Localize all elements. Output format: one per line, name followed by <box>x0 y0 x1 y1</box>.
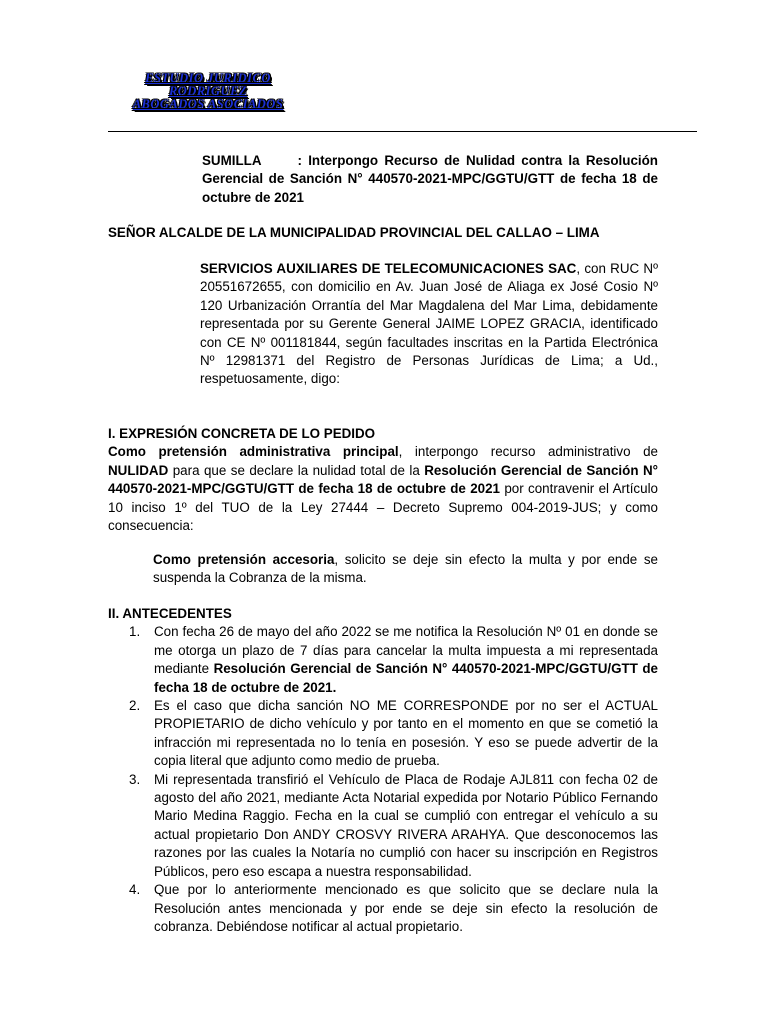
list-item <box>129 771 658 881</box>
main-claim-text-3: por contravenir el Artículo 10 inciso 1º del TUO de la Ley 27444 – Decreto Supremo 004-2019-JUS; y como consecuencia: <box>108 481 658 534</box>
sumilla-label: SUMILLA <box>202 153 262 168</box>
list-item-text: Mi representada transfirió el Vehículo de Placa de Rodaje AJL811 con fecha 02 de agosto del año 2021, mediante Acta Notarial expedida por Notario Público Fernando Mario Medina Raggio. Fecha en la cual se cumplió con entregar el vehículo a su actual propietario Don ANDY CROSVY RIVERA ARAHYA. Que desconocemos las razones por las cuales la Notaría no cumplió con hacer su inscripción en Registros Públicos, pero eso escapa a nuestra responsabilidad. <box>154 771 658 879</box>
list-item <box>129 881 658 936</box>
logo-line-2: RODRIGUEZ <box>168 84 248 98</box>
list-number: 4. <box>129 882 141 898</box>
list-item-bold: Resolución Gerencial de Sanción N° 440570-2021-MPC/GGTU/GTT de fecha 18 de octubre de 2021. <box>154 661 658 695</box>
list-number: 1. <box>129 624 141 640</box>
main-claim-label: Como pretensión administrativa principal <box>108 444 399 460</box>
logo-line-1: ESTUDIO JURIDICO <box>145 71 271 85</box>
section-petition <box>108 425 658 535</box>
firm-logo <box>108 72 308 111</box>
list-item <box>129 623 658 697</box>
sumilla-text: : Interpongo Recurso de Nulidad contra la Resolución Gerencial de Sanción N° 440570-2021-MPC/GGTU/GTT de fecha 18 de octubre de 2021 <box>202 153 658 205</box>
addressee: SEÑOR ALCALDE DE LA MUNICIPALIDAD PROVINCIAL DEL CALLAO – LIMA <box>108 225 600 240</box>
resolution-reference: Resolución Gerencial de Sanción N° 440570-2021-MPC/GGTU/GTT de fecha 18 de octubre de 2021 <box>108 462 658 497</box>
header-divider <box>108 131 697 132</box>
company-intro <box>200 260 658 389</box>
logo-line-3: ABOGADOS ASOCIADOS <box>132 97 284 111</box>
section-2-heading: II. ANTECEDENTES <box>108 606 232 621</box>
list-item-text: Es el caso que dicha sanción NO ME CORRESPONDE por no ser el ACTUAL PROPIETARIO de dicho vehículo y por tanto en el momento en que se cometió la infracción mi representada no lo tenía en posesión. Y eso se puede advertir de la copia literal que adjunto como medio de prueba. <box>154 698 658 769</box>
background-list <box>108 623 658 936</box>
list-number: 3. <box>129 771 141 787</box>
list-item-text: Que por lo anteriormente mencionado es que solicito que se declare nula la Resolución antes mencionada y por ende se deje sin efecto la resolución de cobranza. Debiéndose notificar al actual propietario. <box>154 882 658 934</box>
accessory-claim-label: Como pretensión accesoria <box>153 552 335 567</box>
sumilla <box>202 152 658 207</box>
list-item <box>129 697 658 771</box>
nulidad-word: NULIDAD <box>108 462 169 478</box>
accessory-claim-text: , solicito se deje sin efecto la multa y por ende se suspenda la Cobranza de la misma. <box>153 552 658 586</box>
list-item-text: Con fecha 26 de mayo del año 2022 se me notifica la Resolución Nº 01 en donde se me otorga un plazo de 7 días para cancelar la multa impuesta a mi representada mediante <box>154 624 658 677</box>
list-number: 2. <box>129 698 141 714</box>
company-details: , con RUC Nº 20551672655, con domicilio en Av. Juan José de Aliaga ex José Cosio Nº 120 Urbanización Orrantía del Mar Magdalena del Mar Lima, debidamente representada por su Gerente General JAIME LOPEZ GRACIA, identificado con CE Nº 001181844, según facultades inscritas en la Partida Electrónica Nº 12981371 del Registro de Personas Jurídicas de Lima; a Ud., respetuosamente, digo: <box>200 261 658 387</box>
main-claim-text-1: , interpongo recurso administrativo de <box>398 444 658 460</box>
company-name: SERVICIOS AUXILIARES DE TELECOMUNICACIONES SAC <box>200 261 577 276</box>
accessory-claim <box>153 551 658 588</box>
section-background <box>108 605 658 936</box>
main-claim-text-2: para que se declare la nulidad total de la <box>168 462 425 478</box>
section-1-heading: I. EXPRESIÓN CONCRETA DE LO PEDIDO <box>108 426 376 441</box>
